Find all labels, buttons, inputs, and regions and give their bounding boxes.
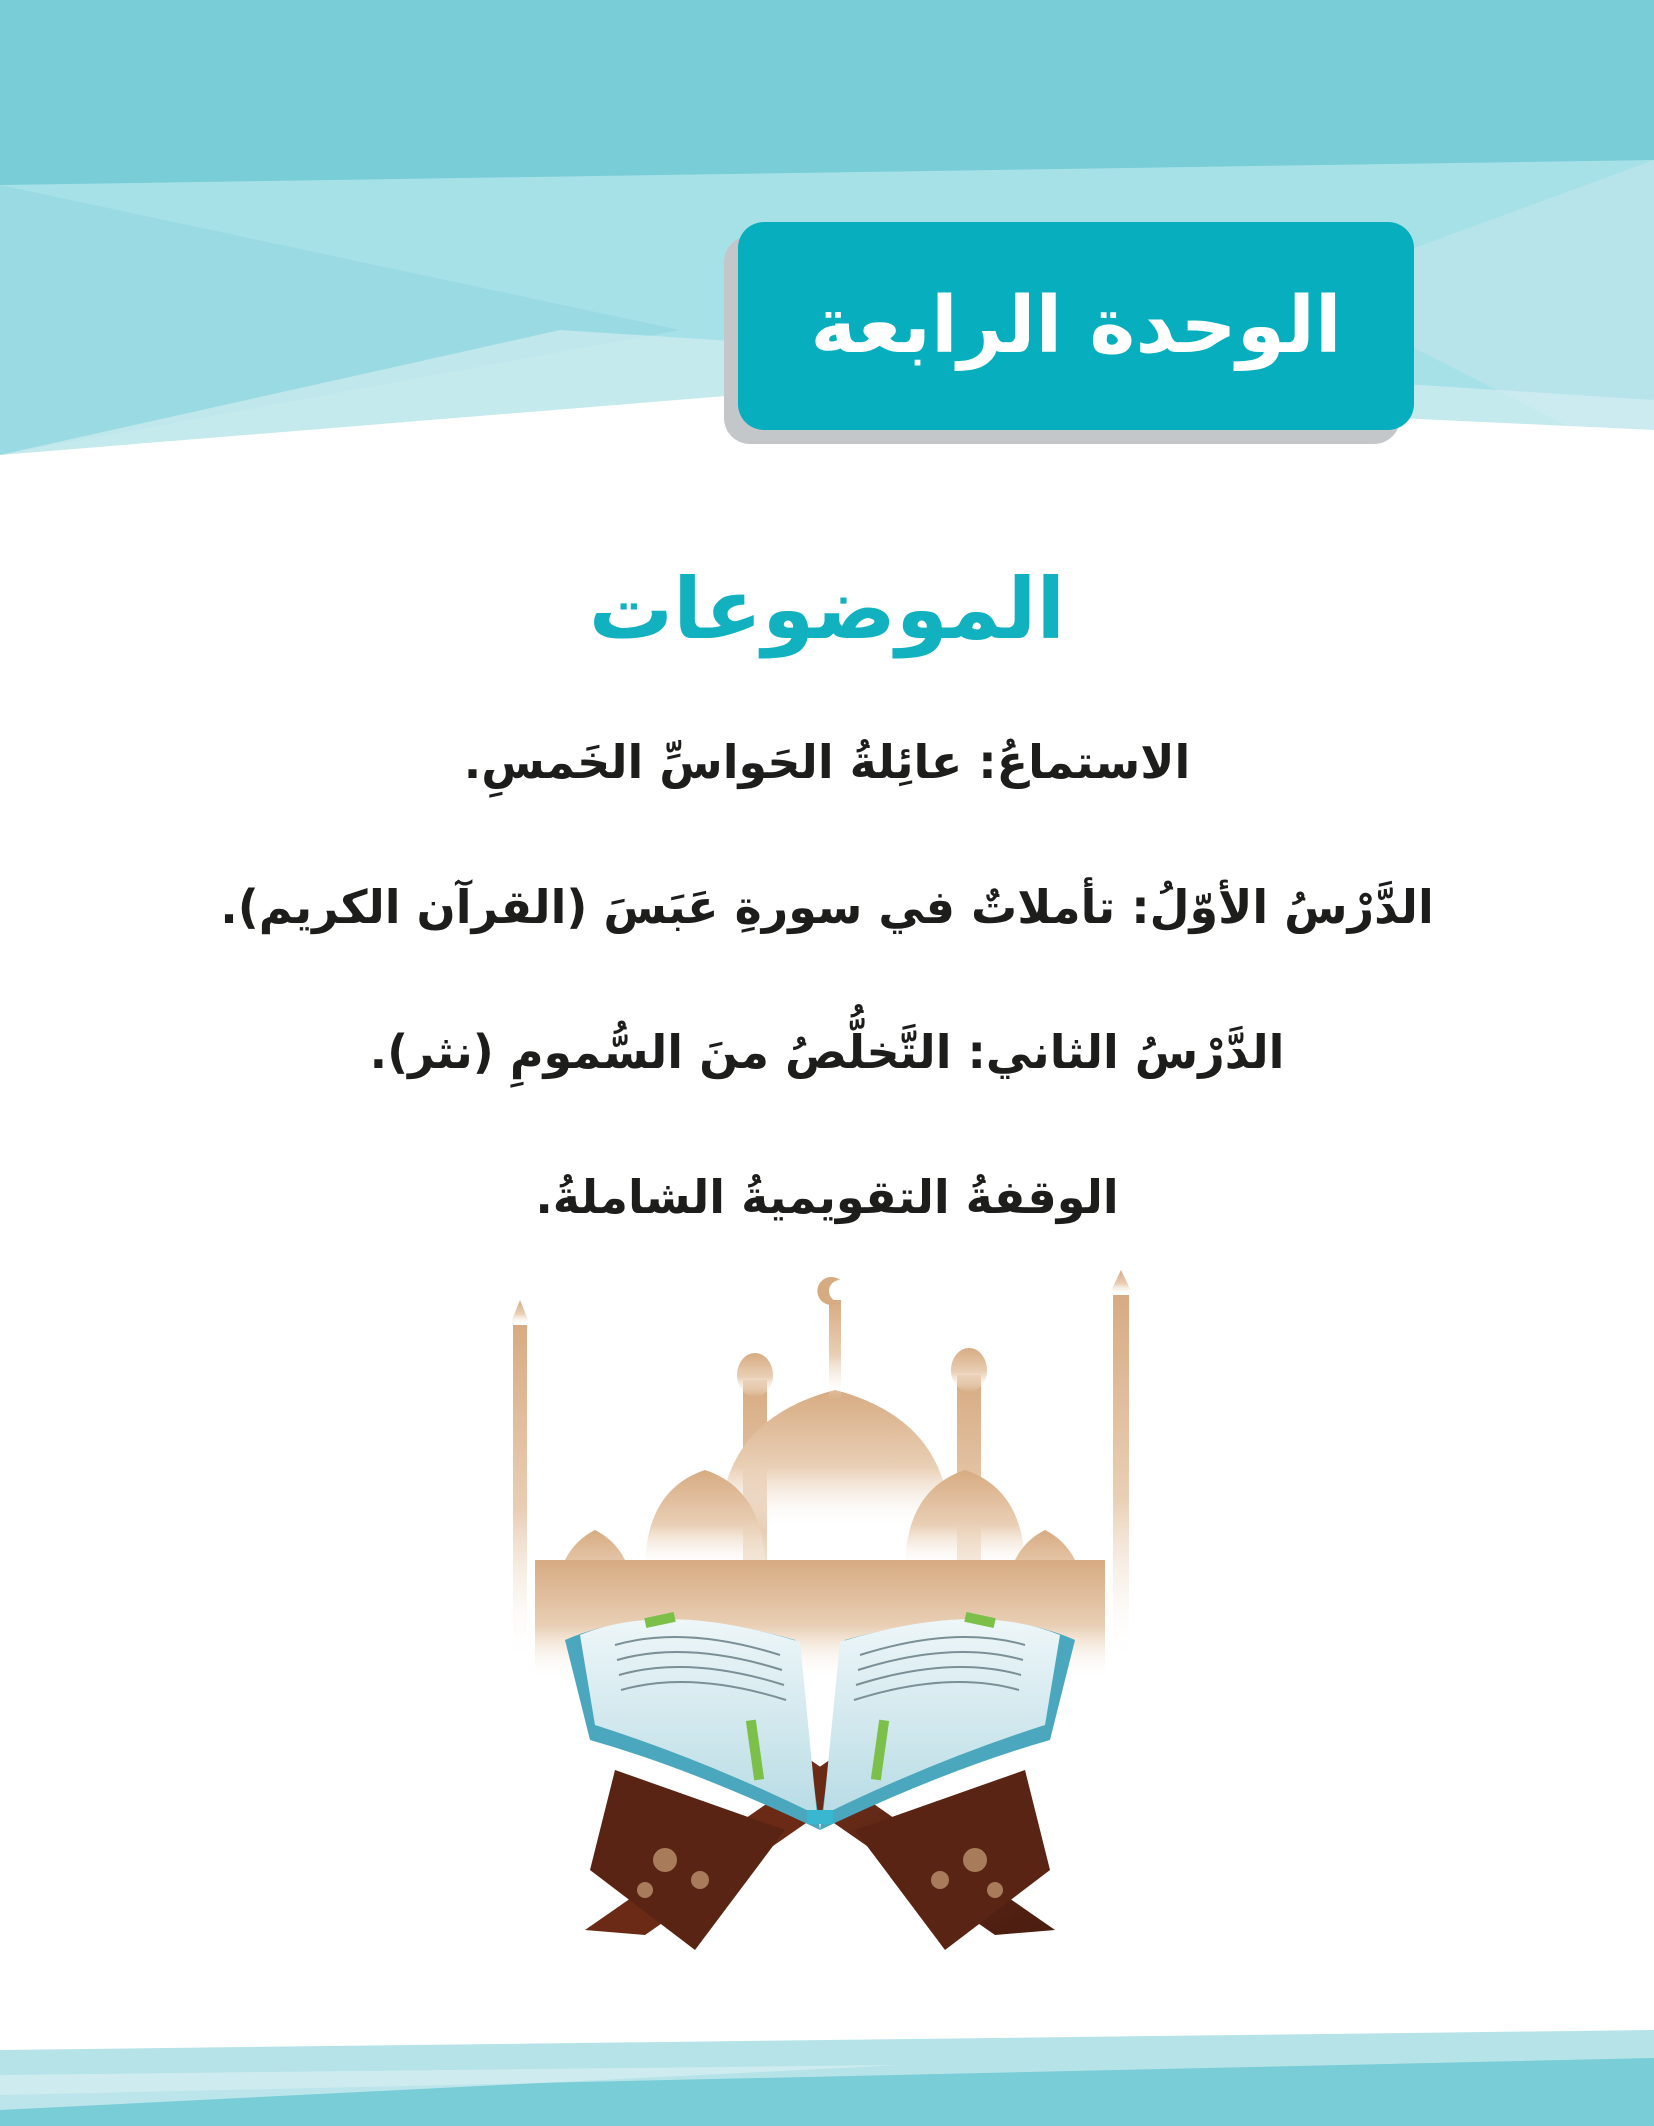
topics-heading: الموضوعات	[588, 560, 1066, 658]
topic-lesson-one: الدَّرْسُ الأوّلُ: تأملاتٌ في سورةِ عَبَسَ (القرآن الكريم).	[220, 880, 1434, 934]
topic-assessment: الوقفةُ التقويميةُ الشاملةُ.	[535, 1170, 1119, 1224]
topics-list	[0, 735, 1654, 1315]
topic-listening: الاستماعُ: عائِلةُ الحَواسِّ الخَمسِ.	[463, 735, 1191, 789]
mosque-silhouette-icon	[510, 1270, 1133, 1680]
unit-title-badge	[738, 222, 1414, 430]
unit-title: الوحدة الرابعة	[810, 281, 1342, 371]
topic-lesson-two: الدَّرْسُ الثاني: التَّخلُّصُ منَ السُّمومِ (نثر).	[369, 1025, 1285, 1079]
illustration	[495, 1270, 1145, 1990]
